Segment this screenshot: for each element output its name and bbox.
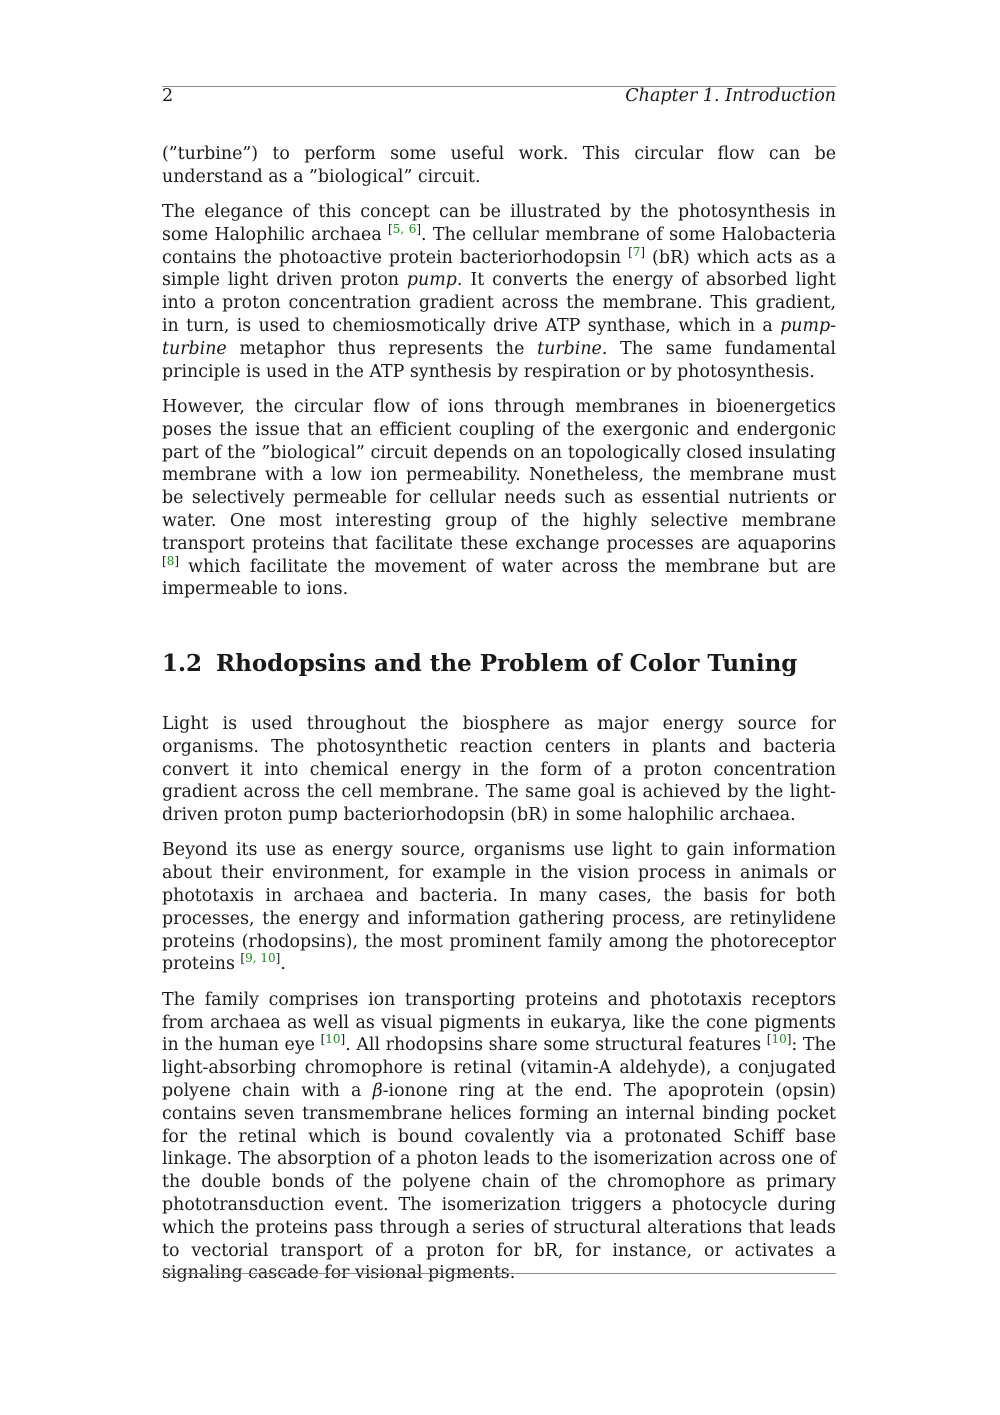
paragraph-2: The elegance of this concept can be illustrated by the photosynthesis in some Halophilic archaea [5, 6]. The cellular membrane of some Halobacteria contains the photoactive protein bacteriorhodopsin [7] (bR) which acts as a simple light driven proton pump. It converts the energy of absorbed light into a proton concentration gradient across the membrane. This gradient, in turn, is used to chemiosmotically drive ATP synthase, which in a pump-turbine metaphor thus represents the turbine. The same fundamental principle is used in the ATP synthesis by respiration or by photosynthesis. — [162, 202, 836, 382]
section-paragraph-2: Beyond its use as energy source, organisms use light to gain information about their environment, for example in the vision process in animals or phototaxis in archaea and bacteria. In many cases, the basis for both processes, the energy and information gathering process, are retinylidene proteins (rhodopsins), the most prominent family among the photoreceptor proteins [9, 10]. — [162, 840, 836, 975]
paragraph-1: (”turbine”) to perform some useful work. This circular flow can be understand as a ”biological” circuit. — [162, 144, 836, 187]
text-span: metaphor thus represents the — [226, 338, 538, 359]
section-paragraph-3: The family comprises ion transporting proteins and phototaxis receptors from archaea as well as visual pigments in eukarya, like the cone pigments in the human eye [10]. All rhodopsins share some structural features [10]: The light-absorbing chromophore is retinal (vitamin-A aldehyde), a conjugated polyene chain with a β-ionone ring at the end. The apoprotein (opsin) contains seven transmembrane helices forming an internal binding pocket for the retinal which is bound covalently via a protonated Schiff base linkage. The absorption of a photon leads to the isomerization across one of the double bonds of the polyene chain of the chromophore as primary phototransduction event. The isomerization triggers a photocycle during which the proteins pass through a series of structural alterations that leads to vectorial transport of a proton for bR, for instance, or activates a signaling cascade for visional pigments. — [162, 989, 837, 1284]
citation-link[interactable]: 10 — [771, 1032, 787, 1047]
text-span: which facilitate the movement of water across the membrane but are impermeable to ions. — [162, 556, 836, 600]
footer-rule — [162, 1273, 836, 1274]
running-header — [162, 84, 836, 106]
text-span: (bR) which acts as a simple light driven proton — [162, 247, 836, 291]
text-span: . The same fundamental principle is used in the ATP synthesis by respiration or by photosynthesis. — [162, 338, 836, 382]
text-span: . All rhodopsins share some structural features — [345, 1035, 767, 1056]
section-heading — [162, 648, 836, 680]
beta-symbol: β — [372, 1080, 383, 1101]
text-span: . It converts the energy of absorbed light into a proton concentration gradient across the membrane. This gradient, in turn, is used to chemiosmotically drive ATP synthase, which in a — [162, 270, 836, 337]
page-number: 2 — [162, 86, 174, 106]
text-span: : The light-absorbing chromophore is retinal (vitamin-A aldehyde), a conjugated polyene chain with a — [162, 1035, 836, 1101]
text-span: Beyond its use as energy source, organisms use light to gain information about their environment, for example in the vision process in animals or phototaxis in archaea and bacteria. In many cases, the basis for both processes, the energy and information gathering process, are retinylidene proteins (rhodopsins), the most prominent family among the photoreceptor proteins — [162, 840, 836, 975]
section-text — [162, 713, 836, 1298]
text-span: . — [280, 954, 286, 975]
intro-text — [162, 143, 836, 614]
chapter-title: Chapter 1. Introduction — [625, 86, 836, 106]
section-paragraph-1: Light is used throughout the biosphere as major energy source for organisms. The photosynthetic reaction centers in plants and bacteria convert it into chemical energy in the form of a proton concentration gradient across the cell membrane. The same goal is achieved by the light-driven proton pump bacteriorhodopsin (bR) in some halophilic archaea. — [162, 714, 836, 826]
paragraph-3: However, the circular flow of ions through membranes in bioenergetics poses the issue that an efficient coupling of the exergonic and endergonic part of the ”biological” circuit depends on an topologically closed insulating membrane with a low ion permeability. Nonetheless, the membrane must be selectively permeable for cellular needs such as essential nutrients or water. One most interesting group of the highly selective membrane transport proteins that facilitate these exchange processes are aquaporins [8] which facilitate the movement of water across the membrane but are impermeable to ions. — [162, 396, 836, 600]
citation-link[interactable]: 7 — [632, 244, 641, 259]
text-span: The elegance of this concept can be illustrated by the photosynthesis in some Halophilic archaea — [162, 202, 836, 245]
citation-link[interactable]: 9, 10 — [245, 951, 276, 966]
text-span: . The cellular membrane of some Halobacteria contains the photoactive protein bacteriorhodopsin — [162, 224, 836, 268]
emphasis: pump — [406, 270, 457, 291]
text-span: The family comprises ion transporting proteins and phototaxis receptors from archaea as well as visual pigments in eukarya, like the cone pigments in the human eye — [162, 989, 836, 1056]
citation-link[interactable]: 8 — [166, 553, 175, 568]
emphasis: pump-turbine — [162, 316, 836, 359]
text-span: -ionone ring at the end. The apoprotein (opsin) contains seven transmembrane helices forming an internal binding pocket for the retinal which is bound covalently via a protonated Schiff base linkage. The absorption of a photon leads to the isomerization across one of the double bonds of the polyene chain of the chromophore as primary phototransduction event. The isomerization triggers a photocycle during which the proteins pass through a series of structural alterations that leads to vectorial transport of a proton for bR, for instance, or activates a signaling cascade for visional pigments. — [162, 1080, 837, 1284]
emphasis: turbine — [537, 338, 602, 359]
section-number: 1.2 — [162, 650, 203, 677]
citation-link[interactable]: 5, 6 — [392, 222, 417, 237]
section-title: Rhodopsins and the Problem of Color Tuning — [216, 650, 798, 677]
citation-link[interactable]: 10 — [325, 1032, 341, 1047]
text-span: However, the circular flow of ions through membranes in bioenergetics poses the issue that an efficient coupling of the exergonic and endergonic part of the ”biological” circuit depends on an topologically closed insulating membrane with a low ion permeability. Nonetheless, the membrane must be selectively permeable for cellular needs such as essential nutrients or water. One most interesting group of the highly selective membrane transport proteins that facilitate these exchange processes are aquaporins — [162, 396, 836, 554]
